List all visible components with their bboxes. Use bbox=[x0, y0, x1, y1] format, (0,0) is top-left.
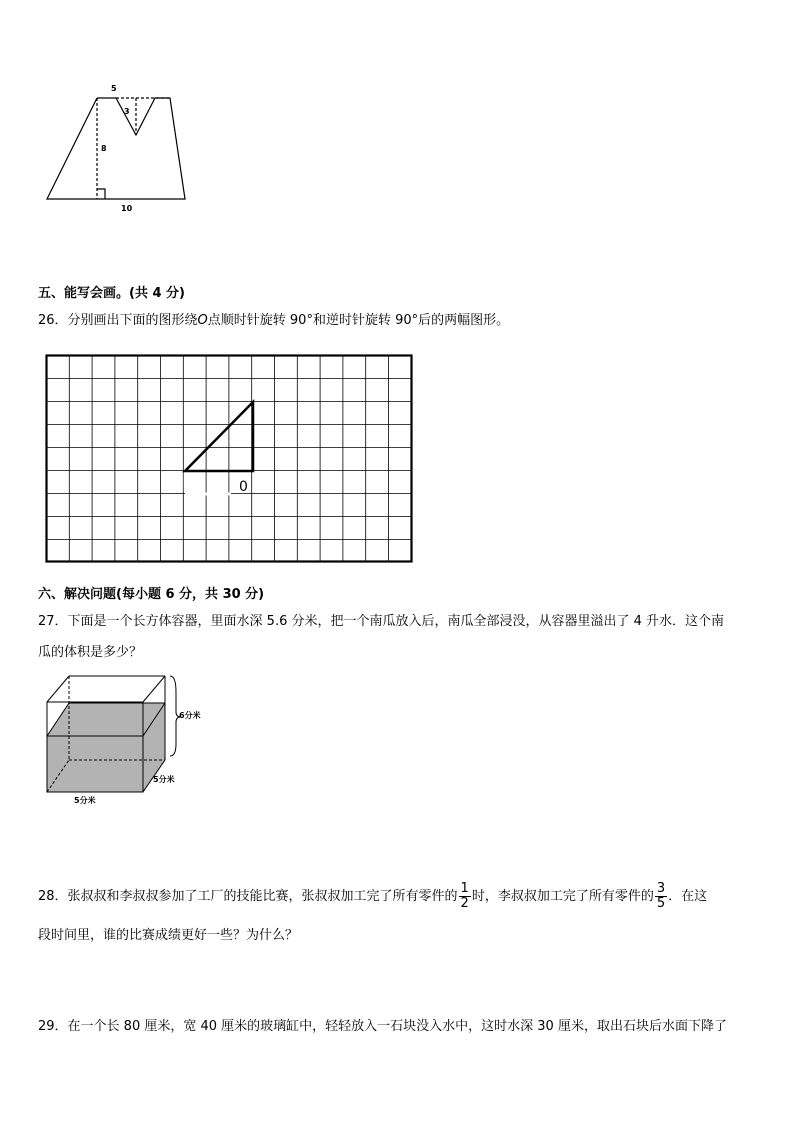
rotation-triangle bbox=[185, 402, 253, 471]
section5-heading: 五、能写会画。(共 4 分) bbox=[38, 286, 185, 301]
cuboid-container-figure bbox=[40, 672, 220, 812]
q26-tail: 点顺时针旋转 90°和逆时针旋转 90°后的两幅图形。 bbox=[207, 313, 510, 328]
rotation-grid bbox=[45, 354, 415, 566]
question-27-line2: 瓜的体积是多少？ bbox=[38, 645, 143, 660]
fraction-one-half-denominator: 2 bbox=[460, 896, 469, 911]
fraction-one-half bbox=[459, 882, 471, 911]
question-26 bbox=[38, 311, 509, 331]
fraction-one-half-numerator: 1 bbox=[460, 881, 469, 896]
label-top-5: 5 bbox=[111, 84, 117, 93]
q26-text: 26．分别画出下面的图形绕 bbox=[38, 313, 198, 328]
fraction-three-fifths bbox=[655, 882, 667, 911]
box-label-depth: 5分米 bbox=[153, 775, 175, 784]
label-base-10: 10 bbox=[121, 204, 133, 213]
question-28-line2: 段时间里，谁的比赛成绩更好一些？为什么？ bbox=[38, 928, 299, 943]
box-label-height: 6分米 bbox=[179, 711, 201, 720]
question-28-line1 bbox=[38, 878, 707, 916]
label-inner-3: 3 bbox=[124, 107, 130, 116]
q28-part1: 28．张叔叔和李叔叔参加了工厂的技能比赛，张叔叔加工完了所有零件的 bbox=[38, 889, 458, 904]
question-29-line1: 29．在一个长 80 厘米，宽 40 厘米的玻璃缸中，轻轻放入一石块没入水中，这时水深 30 厘米，取出石块后水面下降了 bbox=[38, 1019, 727, 1034]
question-27-line1: 27．下面是一个长方体容器，里面水深 5.6 分米，把一个南瓜放入后，南瓜全部浸没，从容器里溢出了 4 升水．这个南 bbox=[38, 614, 725, 629]
grid-point-label: 0 bbox=[239, 479, 248, 495]
q26-point: O bbox=[197, 313, 208, 328]
fraction-three-fifths-denominator: 5 bbox=[656, 896, 666, 911]
q28-part2: 时，李叔叔加工完了所有零件的 bbox=[471, 889, 654, 904]
section6-heading: 六、解决问题(每小题 6 分，共 30 分) bbox=[38, 587, 265, 602]
fraction-three-fifths-numerator: 3 bbox=[656, 881, 666, 896]
q28-part3: ．在这 bbox=[668, 889, 708, 904]
trapezoid-figure bbox=[40, 78, 200, 218]
label-height-8: 8 bbox=[101, 144, 107, 153]
box-label-width: 5分米 bbox=[74, 796, 96, 805]
